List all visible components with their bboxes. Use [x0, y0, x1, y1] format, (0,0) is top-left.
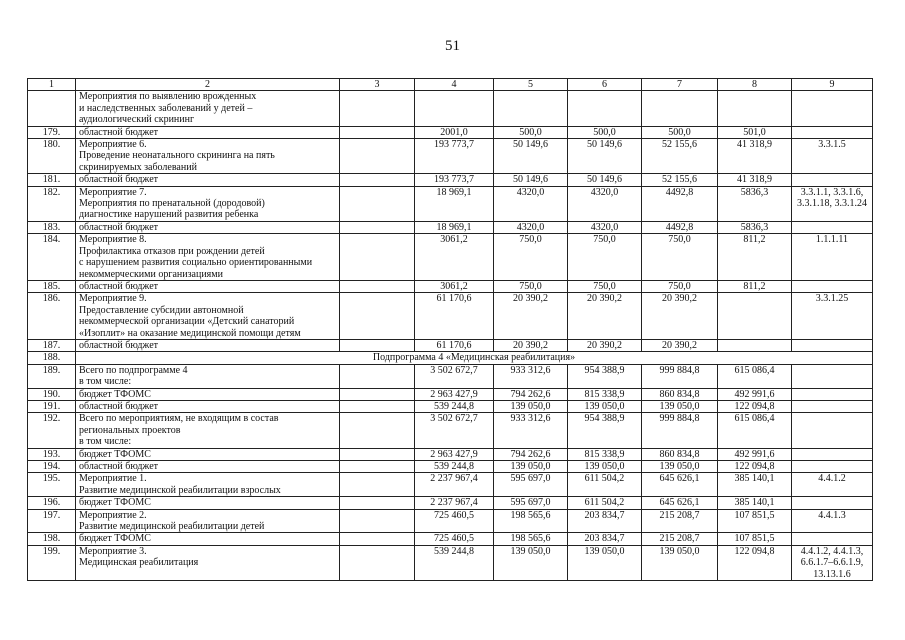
value-cell-c8: 501,0 [718, 126, 792, 138]
value-cell-c6 [568, 91, 642, 126]
row-description [76, 139, 340, 174]
value-cell-c7: 645 626,1 [642, 473, 718, 497]
value-cell-c7: 139 050,0 [642, 461, 718, 473]
value-cell-c6: 500,0 [568, 126, 642, 138]
table-row [28, 186, 873, 221]
table-row [28, 339, 873, 351]
row-description [76, 186, 340, 221]
description-line: бюджет ТФОМС [79, 448, 151, 460]
value-cell-c6: 954 388,9 [568, 413, 642, 448]
value-cell-c3 [340, 280, 415, 292]
reference-cell [792, 497, 873, 509]
table-row [28, 174, 873, 186]
value-cell-c3 [340, 126, 415, 138]
value-cell-c3 [340, 293, 415, 340]
value-cell-c8: 41 318,9 [718, 139, 792, 174]
value-cell-c7: 139 050,0 [642, 545, 718, 580]
value-cell-c7: 500,0 [642, 126, 718, 138]
value-cell-c8: 811,2 [718, 280, 792, 292]
value-cell-c7: 139 050,0 [642, 400, 718, 412]
header-row [28, 79, 873, 91]
value-cell-c6: 139 050,0 [568, 461, 642, 473]
column-header: 6 [568, 79, 642, 91]
row-number: 197. [28, 509, 76, 533]
description-line: Мероприятие 7. [79, 186, 147, 198]
reference-line: 13.13.1.6 [813, 568, 851, 580]
value-cell-c5: 20 390,2 [494, 339, 568, 351]
reference-line: 4.4.1.2 [818, 473, 846, 485]
value-cell-c6: 203 834,7 [568, 509, 642, 533]
value-cell-c5: 50 149,6 [494, 174, 568, 186]
value-cell-c4: 539 244,8 [415, 461, 494, 473]
section-title: Подпрограмма 4 «Медицинская реабилитация» [76, 352, 873, 364]
description-line: Мероприятие 1. [79, 473, 147, 485]
value-cell-c5: 750,0 [494, 234, 568, 281]
row-description [76, 388, 340, 400]
value-cell-c4: 193 773,7 [415, 139, 494, 174]
description-line: в том числе: [79, 376, 132, 388]
row-number: 190. [28, 388, 76, 400]
value-cell-c7: 999 884,8 [642, 364, 718, 388]
value-cell-c6: 750,0 [568, 234, 642, 281]
value-cell-c7: 750,0 [642, 234, 718, 281]
value-cell-c5: 198 565,6 [494, 509, 568, 533]
value-cell-c4: 3061,2 [415, 280, 494, 292]
value-cell-c8: 122 094,8 [718, 461, 792, 473]
budget-table [27, 78, 873, 581]
row-description [76, 413, 340, 448]
value-cell-c7: 4492,8 [642, 221, 718, 233]
description-line: областной бюджет [79, 400, 159, 412]
row-number: 184. [28, 234, 76, 281]
value-cell-c7 [642, 91, 718, 126]
row-number: 196. [28, 497, 76, 509]
row-description [76, 174, 340, 186]
value-cell-c6: 203 834,7 [568, 533, 642, 545]
value-cell-c4: 539 244,8 [415, 545, 494, 580]
value-cell-c8: 5836,3 [718, 186, 792, 221]
value-cell-c8: 615 086,4 [718, 364, 792, 388]
table-row [28, 234, 873, 281]
description-line: некоммерческой организации «Детский санаторий [79, 316, 295, 328]
value-cell-c8: 492 991,6 [718, 448, 792, 460]
value-cell-c6: 611 504,2 [568, 497, 642, 509]
value-cell-c7: 860 834,8 [642, 448, 718, 460]
row-number [28, 91, 76, 126]
reference-cell [792, 126, 873, 138]
value-cell-c5: 198 565,6 [494, 533, 568, 545]
table-row [28, 221, 873, 233]
value-cell-c7: 20 390,2 [642, 339, 718, 351]
row-description [76, 293, 340, 340]
description-line: Мероприятие 6. [79, 139, 147, 151]
row-description [76, 126, 340, 138]
row-number: 185. [28, 280, 76, 292]
description-line: аудиологический скрининг [79, 114, 195, 126]
value-cell-c5: 595 697,0 [494, 497, 568, 509]
value-cell-c4: 3061,2 [415, 234, 494, 281]
value-cell-c7: 750,0 [642, 280, 718, 292]
description-line: Мероприятия по выявлению врожденных [79, 91, 257, 103]
row-description [76, 533, 340, 545]
description-line: региональных проектов [79, 424, 181, 436]
value-cell-c3 [340, 388, 415, 400]
value-cell-c7: 645 626,1 [642, 497, 718, 509]
reference-line: 3.3.1.5 [818, 139, 846, 151]
value-cell-c3 [340, 413, 415, 448]
value-cell-c6: 4320,0 [568, 221, 642, 233]
table-row [28, 533, 873, 545]
value-cell-c3 [340, 533, 415, 545]
description-line: областной бюджет [79, 221, 159, 233]
value-cell-c4: 61 170,6 [415, 339, 494, 351]
reference-cell [792, 91, 873, 126]
value-cell-c4: 18 969,1 [415, 186, 494, 221]
value-cell-c5: 500,0 [494, 126, 568, 138]
value-cell-c4: 18 969,1 [415, 221, 494, 233]
reference-cell [792, 174, 873, 186]
row-description [76, 364, 340, 388]
row-description [76, 280, 340, 292]
value-cell-c8: 5836,3 [718, 221, 792, 233]
reference-cell [792, 400, 873, 412]
description-line: Мероприятие 8. [79, 234, 147, 246]
value-cell-c5: 794 262,6 [494, 388, 568, 400]
table-row [28, 545, 873, 580]
value-cell-c5: 139 050,0 [494, 545, 568, 580]
description-line: областной бюджет [79, 126, 159, 138]
reference-cell [792, 545, 873, 580]
row-description [76, 400, 340, 412]
value-cell-c8: 811,2 [718, 234, 792, 281]
value-cell-c3 [340, 339, 415, 351]
row-number: 189. [28, 364, 76, 388]
value-cell-c4: 2 237 967,4 [415, 497, 494, 509]
row-number: 191. [28, 400, 76, 412]
row-number: 187. [28, 339, 76, 351]
reference-cell [792, 293, 873, 340]
value-cell-c6: 954 388,9 [568, 364, 642, 388]
table-row [28, 126, 873, 138]
value-cell-c4: 725 460,5 [415, 509, 494, 533]
column-header: 4 [415, 79, 494, 91]
row-number: 188. [28, 352, 76, 364]
row-number: 180. [28, 139, 76, 174]
value-cell-c3 [340, 364, 415, 388]
value-cell-c7: 52 155,6 [642, 174, 718, 186]
page-number: 51 [445, 38, 460, 54]
row-description [76, 221, 340, 233]
value-cell-c3 [340, 186, 415, 221]
reference-line: 1.1.1.11 [815, 234, 849, 246]
description-line: с нарушением развития социально ориентированными [79, 257, 313, 269]
table-row [28, 448, 873, 460]
value-cell-c8: 615 086,4 [718, 413, 792, 448]
description-line: бюджет ТФОМС [79, 533, 151, 545]
table-body [28, 79, 873, 581]
value-cell-c3 [340, 139, 415, 174]
table-row [28, 293, 873, 340]
reference-cell [792, 364, 873, 388]
value-cell-c5: 139 050,0 [494, 400, 568, 412]
description-line: областной бюджет [79, 339, 159, 351]
value-cell-c4: 61 170,6 [415, 293, 494, 340]
table-row [28, 413, 873, 448]
row-description [76, 545, 340, 580]
value-cell-c5: 933 312,6 [494, 364, 568, 388]
row-description [76, 497, 340, 509]
value-cell-c4: 2001,0 [415, 126, 494, 138]
description-line: диагностике нарушений развития ребенка [79, 209, 259, 221]
description-line: в том числе: [79, 436, 132, 448]
value-cell-c6: 139 050,0 [568, 400, 642, 412]
value-cell-c8 [718, 339, 792, 351]
value-cell-c3 [340, 174, 415, 186]
row-number: 195. [28, 473, 76, 497]
value-cell-c8: 122 094,8 [718, 400, 792, 412]
table-row [28, 461, 873, 473]
reference-cell [792, 234, 873, 281]
table-row [28, 388, 873, 400]
table-row [28, 400, 873, 412]
reference-line: 4.4.1.3 [818, 509, 846, 521]
value-cell-c5: 139 050,0 [494, 461, 568, 473]
value-cell-c8: 492 991,6 [718, 388, 792, 400]
reference-cell [792, 461, 873, 473]
value-cell-c6: 20 390,2 [568, 293, 642, 340]
reference-cell [792, 186, 873, 221]
reference-line: 4.4.1.2, 4.4.1.3, [800, 545, 864, 557]
column-header: 1 [28, 79, 76, 91]
description-line: Мероприятие 2. [79, 509, 147, 521]
description-line: Всего по мероприятиям, не входящим в состав [79, 413, 279, 425]
value-cell-c8: 107 851,5 [718, 509, 792, 533]
table-row [28, 497, 873, 509]
value-cell-c3 [340, 461, 415, 473]
row-number: 182. [28, 186, 76, 221]
value-cell-c5: 794 262,6 [494, 448, 568, 460]
value-cell-c8: 385 140,1 [718, 473, 792, 497]
row-number: 181. [28, 174, 76, 186]
value-cell-c5 [494, 91, 568, 126]
reference-cell [792, 448, 873, 460]
row-description [76, 234, 340, 281]
row-description [76, 509, 340, 533]
reference-line: 3.3.1.1, 3.3.1.6, [800, 186, 864, 198]
value-cell-c3 [340, 234, 415, 281]
value-cell-c8: 41 318,9 [718, 174, 792, 186]
value-cell-c6: 4320,0 [568, 186, 642, 221]
value-cell-c3 [340, 400, 415, 412]
reference-cell [792, 221, 873, 233]
value-cell-c8 [718, 91, 792, 126]
reference-cell [792, 413, 873, 448]
value-cell-c7: 215 208,7 [642, 533, 718, 545]
value-cell-c7: 52 155,6 [642, 139, 718, 174]
value-cell-c4: 2 237 967,4 [415, 473, 494, 497]
reference-line: 6.6.1.7–6.6.1.9, [800, 557, 864, 569]
column-header: 7 [642, 79, 718, 91]
description-line: Развитие медицинской реабилитации детей [79, 521, 265, 533]
value-cell-c6: 815 338,9 [568, 448, 642, 460]
reference-cell [792, 339, 873, 351]
value-cell-c3 [340, 545, 415, 580]
value-cell-c4 [415, 91, 494, 126]
description-line: скринируемых заболеваний [79, 161, 197, 173]
column-header: 8 [718, 79, 792, 91]
reference-cell [792, 533, 873, 545]
row-number: 199. [28, 545, 76, 580]
description-line: бюджет ТФОМС [79, 388, 151, 400]
row-number: 194. [28, 461, 76, 473]
row-number: 193. [28, 448, 76, 460]
row-number: 192. [28, 413, 76, 448]
description-line: Развитие медицинской реабилитации взрослых [79, 484, 281, 496]
table-row [28, 91, 873, 126]
description-line: и наследственных заболеваний у детей – [79, 102, 253, 114]
value-cell-c5: 4320,0 [494, 221, 568, 233]
value-cell-c5: 750,0 [494, 280, 568, 292]
description-line: областной бюджет [79, 280, 159, 292]
description-line: Профилактика отказов при рождении детей [79, 245, 265, 257]
value-cell-c4: 725 460,5 [415, 533, 494, 545]
value-cell-c7: 999 884,8 [642, 413, 718, 448]
description-line: Медицинская реабилитация [79, 557, 199, 569]
value-cell-c3 [340, 497, 415, 509]
reference-cell [792, 280, 873, 292]
value-cell-c3 [340, 473, 415, 497]
row-number: 186. [28, 293, 76, 340]
column-header: 5 [494, 79, 568, 91]
value-cell-c5: 50 149,6 [494, 139, 568, 174]
description-line: областной бюджет [79, 461, 159, 472]
value-cell-c5: 20 390,2 [494, 293, 568, 340]
row-description [76, 91, 340, 126]
description-line: Проведение неонатального скрининга на пять [79, 150, 275, 162]
reference-cell [792, 473, 873, 497]
row-description [76, 461, 340, 473]
value-cell-c3 [340, 509, 415, 533]
description-line: некоммерческими организациями [79, 268, 223, 280]
table-row [28, 509, 873, 533]
value-cell-c6: 815 338,9 [568, 388, 642, 400]
description-line: «Изоплит» на оказание медицинской помощи детям [79, 327, 301, 339]
reference-cell [792, 509, 873, 533]
row-description [76, 448, 340, 460]
value-cell-c4: 3 502 672,7 [415, 413, 494, 448]
value-cell-c4: 539 244,8 [415, 400, 494, 412]
table-row [28, 280, 873, 292]
row-description [76, 473, 340, 497]
value-cell-c3 [340, 448, 415, 460]
description-line: Мероприятие 3. [79, 545, 147, 557]
value-cell-c5: 933 312,6 [494, 413, 568, 448]
value-cell-c3 [340, 221, 415, 233]
description-line: Мероприятие 9. [79, 293, 147, 305]
value-cell-c3 [340, 91, 415, 126]
value-cell-c7: 4492,8 [642, 186, 718, 221]
value-cell-c4: 2 963 427,9 [415, 388, 494, 400]
value-cell-c5: 595 697,0 [494, 473, 568, 497]
value-cell-c8: 385 140,1 [718, 497, 792, 509]
value-cell-c6: 50 149,6 [568, 174, 642, 186]
reference-cell [792, 139, 873, 174]
description-line: областной бюджет [79, 174, 159, 186]
value-cell-c7: 20 390,2 [642, 293, 718, 340]
column-header: 2 [76, 79, 340, 91]
row-description [76, 339, 340, 351]
table-row [28, 139, 873, 174]
reference-cell [792, 388, 873, 400]
column-header: 9 [792, 79, 873, 91]
value-cell-c4: 2 963 427,9 [415, 448, 494, 460]
column-header: 3 [340, 79, 415, 91]
table-row [28, 364, 873, 388]
table-row [28, 352, 873, 364]
value-cell-c8: 107 851,5 [718, 533, 792, 545]
value-cell-c8 [718, 293, 792, 340]
value-cell-c7: 215 208,7 [642, 509, 718, 533]
table-row [28, 473, 873, 497]
value-cell-c6: 611 504,2 [568, 473, 642, 497]
value-cell-c6: 139 050,0 [568, 545, 642, 580]
row-number: 198. [28, 533, 76, 545]
reference-line: 3.3.1.18, 3.3.1.24 [797, 198, 867, 210]
description-line: Предоставление субсидии автономной [79, 304, 244, 316]
value-cell-c4: 3 502 672,7 [415, 364, 494, 388]
value-cell-c6: 750,0 [568, 280, 642, 292]
description-line: бюджет ТФОМС [79, 497, 151, 509]
value-cell-c7: 860 834,8 [642, 388, 718, 400]
value-cell-c5: 4320,0 [494, 186, 568, 221]
description-line: Всего по подпрограмме 4 [79, 364, 188, 376]
value-cell-c4: 193 773,7 [415, 174, 494, 186]
description-line: Мероприятия по пренатальной (дородовой) [79, 198, 265, 210]
value-cell-c6: 20 390,2 [568, 339, 642, 351]
value-cell-c6: 50 149,6 [568, 139, 642, 174]
row-number: 183. [28, 221, 76, 233]
reference-line: 3.3.1.25 [815, 293, 849, 305]
row-number: 179. [28, 126, 76, 138]
value-cell-c8: 122 094,8 [718, 545, 792, 580]
